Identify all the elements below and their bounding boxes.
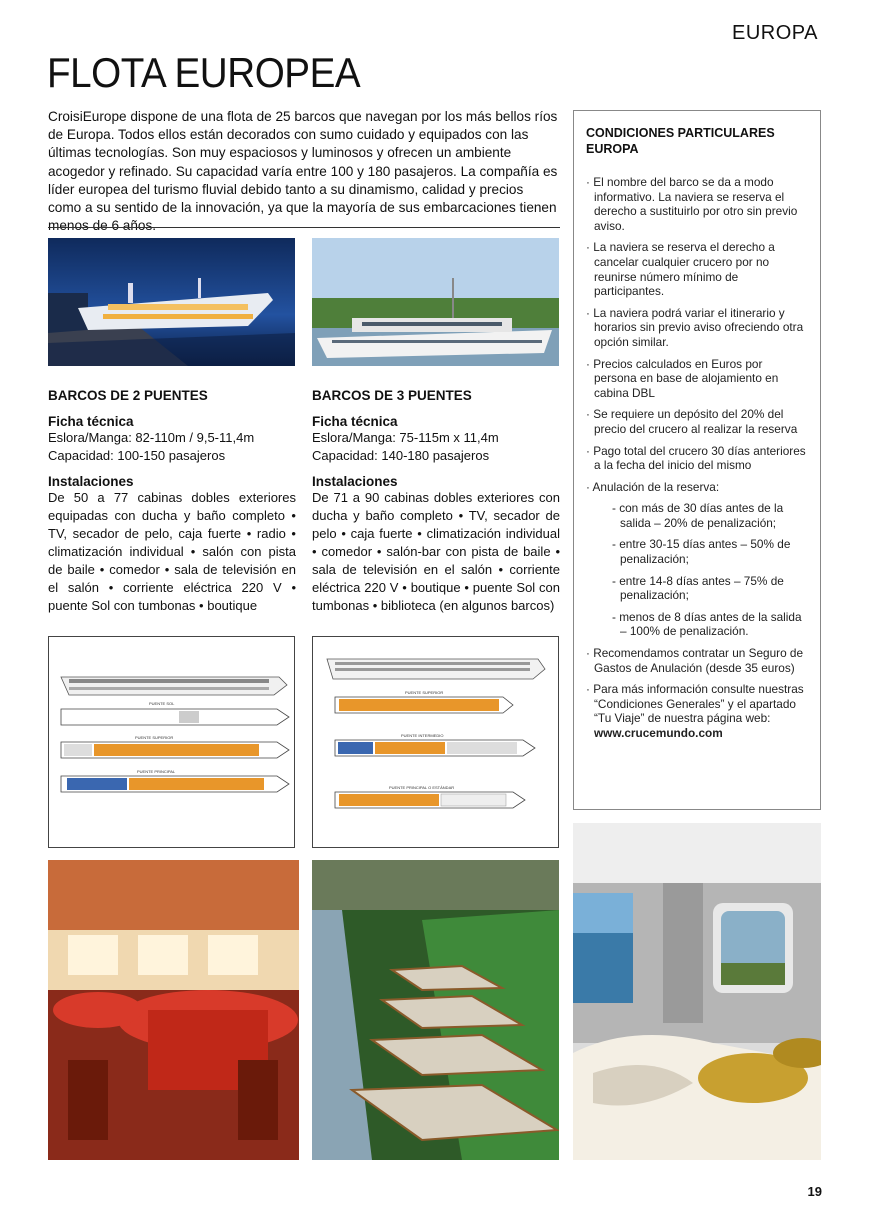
ships-2-decks-heading: BARCOS DE 2 PUENTES: [48, 388, 208, 403]
capacidad-value: Capacidad: 140-180 pasajeros: [312, 448, 490, 463]
penalty-item: - entre 30-15 días antes – 50% de penalización;: [612, 537, 791, 567]
ficha-tecnica-label: Ficha técnica: [312, 414, 398, 429]
condition-item-info: [586, 682, 808, 740]
condition-item: · La naviera se reserva el derecho a cancelar cualquier crucero por no reunirse número mínimo de participantes.: [586, 240, 775, 299]
cabin-photo: [573, 823, 821, 1160]
deck-label-principal: PUENTE PRINCIPAL: [137, 769, 176, 774]
ship-photo-day: [312, 238, 559, 366]
instalaciones-text: De 71 a 90 cabinas dobles exteriores con ducha y baño completo • TV, secador de pelo • caja fuerte • climatización individual • comedor • salón-bar con pista de baile • sala de televisión en el salón • corriente eléctrica 220 V • boutique • puente Sol con tumbonas • biblioteca (en algunos barcos): [312, 490, 560, 613]
ships-3-decks: [312, 388, 560, 615]
info-text: · Para más información consulte nuestras “Condiciones Generales” y el apartado “Tu Viaje” de nuestra página web:: [586, 682, 804, 726]
ships-2-decks: [48, 388, 296, 615]
capacidad-value: Capacidad: 100-150 pasajeros: [48, 448, 226, 463]
sundeck-photo: [312, 860, 559, 1160]
deck-label-sol: PUENTE SOL: [149, 701, 175, 706]
website-link[interactable]: www.crucemundo.com: [594, 726, 723, 740]
restaurant-photo: [48, 860, 299, 1160]
ficha-tecnica-label: Ficha técnica: [48, 414, 134, 429]
ship-photo-night: [48, 238, 295, 366]
condition-item: · Pago total del crucero 30 días anteriores a la fecha del inicio del mismo: [586, 443, 806, 473]
condition-item: · La naviera podrá variar el itinerario y horarios sin previo aviso ofreciendo otra opción similar.: [586, 305, 804, 349]
condition-item: · Se requiere un depósito del 20% del precio del crucero al realizar la reserva: [586, 407, 798, 436]
eslora-value: Eslora/Manga: 82-110m / 9,5-11,4m: [48, 430, 255, 445]
conditions-list: [586, 175, 808, 741]
penalty-item: - menos de 8 días antes de la salida – 100% de penalización.: [612, 609, 802, 639]
condition-item: · El nombre del barco se da a modo informativo. La naviera se reserva el derecho a sustituirlo por otro sin previo aviso.: [586, 175, 798, 233]
instalaciones-label: Instalaciones: [312, 474, 398, 489]
page-title: FLOTA EUROPEA: [47, 49, 361, 96]
deck-plan-2-decks: [48, 636, 295, 848]
deck-label-principal: PUENTE PRINCIPAL O ESTÁNDAR: [389, 785, 455, 790]
eslora-value: Eslora/Manga: 75-115m x 11,4m: [312, 430, 499, 445]
deck-label-superior: PUENTE SUPERIOR: [405, 690, 444, 695]
conditions-sidebar: [573, 110, 821, 810]
divider: [48, 227, 560, 228]
ships-3-decks-heading: BARCOS DE 3 PUENTES: [312, 388, 472, 403]
instalaciones-label: Instalaciones: [48, 474, 134, 489]
condition-item: · Recomendamos contratar un Seguro de Gastos de Anulación (desde 35 euros): [586, 646, 804, 675]
deck-plan-3-decks: [312, 636, 559, 848]
penalty-item: - entre 14-8 días antes – 75% de penalización;: [612, 573, 784, 603]
deck-label-intermedio: PUENTE INTERMEDIO: [401, 733, 444, 738]
page-number: 19: [807, 1184, 822, 1199]
deck-label-superior: PUENTE SUPERIOR: [135, 735, 174, 740]
intro-paragraph: CroisiEurope dispone de una flota de 25 barcos que navegan por los más bellos ríos de Europa. Todos ellos están decorados con sumo cuidado y equipados con las últimas tecnologías. Son muy espaciosos y luminosos y ofrecen un ambiente acogedor y refinado. Su capacidad varía entre 100 y 180 pasajeros. La compañía es líder europea del turismo fluvial debido tanto a su dinamismo, calidad y precios como a su sentido de la innovación, ya que la mayoría de sus embarcaciones tienen menos de 6 años.: [48, 109, 558, 234]
sidebar-title: CONDICIONES PARTICULARES EUROPA: [586, 126, 775, 156]
penalty-item: - con más de 30 días antes de la salida – 20% de penalización;: [612, 501, 784, 530]
condition-item: · Precios calculados en Euros por persona en base de alojamiento en cabina DBL: [586, 356, 779, 400]
instalaciones-text: De 50 a 77 cabinas dobles exteriores equipadas con ducha y baño completo • TV, secador de pelo, caja fuerte • radio • climatización individual • salón con pista de baile • comedor • sala de televisión en el salón • corriente eléctrica 220 V • puente Sol con tumbonas • boutique: [48, 490, 296, 613]
condition-item: · Anulación de la reserva:: [586, 479, 720, 494]
section-label: EUROPA: [732, 22, 818, 44]
